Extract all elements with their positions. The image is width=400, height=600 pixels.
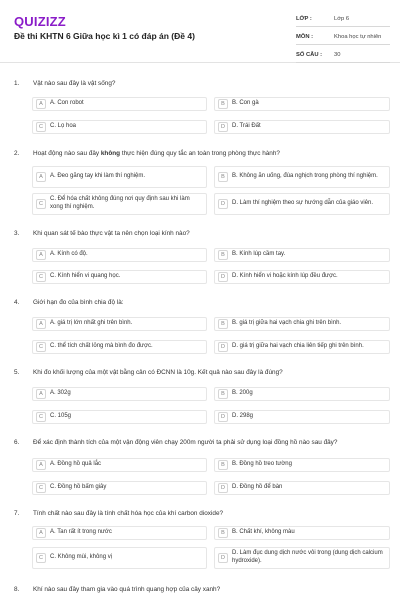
- question-text-part: thực hiện đúng quy tắc an toàn trong phòng thực hành?: [120, 150, 280, 157]
- question-text-emphasis: không: [100, 150, 121, 157]
- option-letter: D: [218, 199, 228, 209]
- meta-label: SỐ CÂU :: [296, 52, 323, 58]
- option-b[interactable]: [214, 166, 390, 188]
- option-text: A. giá trị lớn nhất ghi trên bình.: [50, 320, 133, 327]
- option-a[interactable]: [32, 166, 207, 188]
- option-text: D. giá trị giữa hai vạch chia liên tiếp ghi trên bình.: [232, 343, 364, 350]
- option-letter: C: [36, 199, 46, 209]
- option-text: A. Con robot: [50, 100, 84, 107]
- question-text: Vật nào sau đây là vật sống?: [33, 80, 116, 87]
- question-number: 7.: [14, 510, 20, 517]
- option-letter: A: [36, 460, 46, 470]
- option-letter: C: [36, 412, 46, 422]
- option-text: B. Không ăn uống, đùa nghịch trong phòng thí nghiệm.: [232, 173, 378, 180]
- option-letter: C: [36, 553, 46, 563]
- option-text: C. Kính hiển vi quang học.: [50, 273, 121, 280]
- option-text: C. Đồng hồ bấm giây: [50, 484, 107, 491]
- option-letter: B: [218, 172, 228, 182]
- worksheet-header: [0, 0, 400, 63]
- option-b[interactable]: [214, 387, 390, 401]
- option-d[interactable]: [214, 410, 390, 424]
- option-letter: C: [36, 342, 46, 352]
- document-title: Đề thi KHTN 6 Giữa học kì 1 có đáp án (Đề 4): [14, 31, 195, 41]
- option-text: C. thể tích chất lỏng mà bình đo được.: [50, 343, 153, 350]
- question-header: [14, 586, 220, 593]
- question-number: 6.: [14, 439, 20, 446]
- question-text: Để xác định thành tích của một vận động viên chạy 200m người ta phải sử dụng loại đồng hồ nào sau đây?: [33, 439, 338, 446]
- question-header: [14, 150, 280, 157]
- option-letter: C: [36, 483, 46, 493]
- option-text: A. Tan rất ít trong nước: [50, 529, 112, 536]
- meta-label: LỚP :: [296, 16, 312, 22]
- option-c[interactable]: [32, 547, 207, 569]
- option-letter: A: [36, 528, 46, 538]
- meta-row-count: [296, 48, 390, 63]
- question-text: Khi đo khối lượng của một vật bằng cân có ĐCNN là 10g. Kết quả nào sau đây là đúng?: [33, 369, 283, 376]
- option-b[interactable]: [214, 317, 390, 331]
- option-d[interactable]: [214, 120, 390, 134]
- option-c[interactable]: [32, 340, 207, 354]
- option-text: B. Đồng hồ treo tường: [232, 461, 292, 468]
- option-a[interactable]: [32, 387, 207, 401]
- option-letter: A: [36, 99, 46, 109]
- question-header: [14, 510, 223, 517]
- option-letter: D: [218, 483, 228, 493]
- meta-row-subject: [296, 30, 390, 45]
- meta-value: 30: [334, 52, 341, 58]
- option-b[interactable]: [214, 526, 390, 540]
- option-c[interactable]: [32, 270, 207, 284]
- option-text: D. Kính hiển vi hoặc kính lúp đều được.: [232, 273, 338, 280]
- option-a[interactable]: [32, 317, 207, 331]
- meta-row-class: [296, 12, 390, 27]
- option-text: B. Kính lúp cầm tay.: [232, 251, 286, 258]
- meta-label: MÔN :: [296, 34, 314, 40]
- meta-info: [296, 12, 390, 66]
- question-header: [14, 299, 124, 306]
- question-text: Khí nào sau đây tham gia vào quá trình quang hợp của cây xanh?: [33, 586, 221, 593]
- quizizz-logo: QUIZIZZ: [14, 14, 66, 29]
- option-a[interactable]: [32, 248, 207, 262]
- option-letter: D: [218, 412, 228, 422]
- option-letter: B: [218, 389, 228, 399]
- option-text: A. 302g: [50, 390, 71, 397]
- option-letter: D: [218, 553, 228, 563]
- question-number: 8.: [14, 586, 20, 593]
- option-text: D. Trái Đất: [232, 123, 261, 130]
- option-letter: C: [36, 122, 46, 132]
- option-letter: B: [218, 528, 228, 538]
- option-text: C. Không mùi, không vị: [50, 554, 113, 561]
- option-letter: B: [218, 460, 228, 470]
- option-text: C. Để hóa chất không đúng nơi quy định sau khi làm xong thí nghiệm.: [50, 196, 190, 210]
- option-text: D. Đồng hồ để bàn: [232, 484, 283, 491]
- option-letter: D: [218, 342, 228, 352]
- option-b[interactable]: [214, 248, 390, 262]
- option-letter: B: [218, 99, 228, 109]
- option-a[interactable]: [32, 526, 207, 540]
- option-text: D. Làm đục dung dịch nước vôi trong (dung dịch calcium hydroxide).: [232, 550, 383, 564]
- meta-value: Khoa học tự nhiên: [334, 34, 382, 40]
- option-d[interactable]: [214, 270, 390, 284]
- option-text: B. Con gà: [232, 100, 259, 107]
- option-text: B. giá trị giữa hai vạch chia ghi trên bình.: [232, 320, 342, 327]
- option-d[interactable]: [214, 193, 390, 215]
- question-header: [14, 439, 337, 446]
- option-text: B. Chất khí, không màu: [232, 529, 295, 536]
- option-letter: B: [218, 250, 228, 260]
- question-number: 5.: [14, 369, 20, 376]
- question-text: Giới hạn đo của bình chia độ là:: [33, 299, 124, 306]
- option-letter: D: [218, 272, 228, 282]
- option-letter: C: [36, 272, 46, 282]
- option-text: D. Làm thí nghiệm theo sự hướng dẫn của giáo viên.: [232, 200, 374, 207]
- option-b[interactable]: [214, 458, 390, 472]
- question-header: [14, 80, 115, 87]
- option-text: A. Kính có độ.: [50, 251, 88, 258]
- option-letter: A: [36, 319, 46, 329]
- option-letter: D: [218, 122, 228, 132]
- option-letter: A: [36, 389, 46, 399]
- option-d[interactable]: [214, 340, 390, 354]
- option-text: A. Đeo găng tay khi làm thí nghiệm.: [50, 173, 146, 180]
- option-c[interactable]: [32, 120, 207, 134]
- question-number: 3.: [14, 230, 20, 237]
- option-c[interactable]: [32, 410, 207, 424]
- option-d[interactable]: [214, 547, 390, 569]
- question-text: Tính chất nào sau đây là tính chất hóa học của khí carbon dioxide?: [33, 510, 224, 517]
- question-header: [14, 369, 283, 376]
- option-c[interactable]: [32, 481, 207, 495]
- question-number: 1.: [14, 80, 20, 87]
- option-text: D. 298g: [232, 413, 254, 420]
- option-text: C. 105g: [50, 413, 72, 420]
- option-text: B. 200g: [232, 390, 253, 397]
- question-number: 2.: [14, 150, 20, 157]
- option-d[interactable]: [214, 481, 390, 495]
- option-a[interactable]: [32, 458, 207, 472]
- option-letter: A: [36, 172, 46, 182]
- question-text: [33, 150, 280, 157]
- question-text: Khi quan sát tế bào thực vật ta nên chọn loại kính nào?: [33, 230, 190, 237]
- option-a[interactable]: [32, 97, 207, 111]
- option-b[interactable]: [214, 97, 390, 111]
- question-number: 4.: [14, 299, 20, 306]
- option-letter: B: [218, 319, 228, 329]
- meta-value: Lớp 6: [334, 16, 350, 22]
- option-letter: A: [36, 250, 46, 260]
- question-text-part: Hoạt động nào sau đây: [33, 150, 101, 157]
- option-text: C. Lọ hoa: [50, 123, 77, 130]
- question-header: [14, 230, 190, 237]
- option-c[interactable]: [32, 193, 207, 215]
- option-text: A. Đồng hồ quả lắc: [50, 461, 102, 468]
